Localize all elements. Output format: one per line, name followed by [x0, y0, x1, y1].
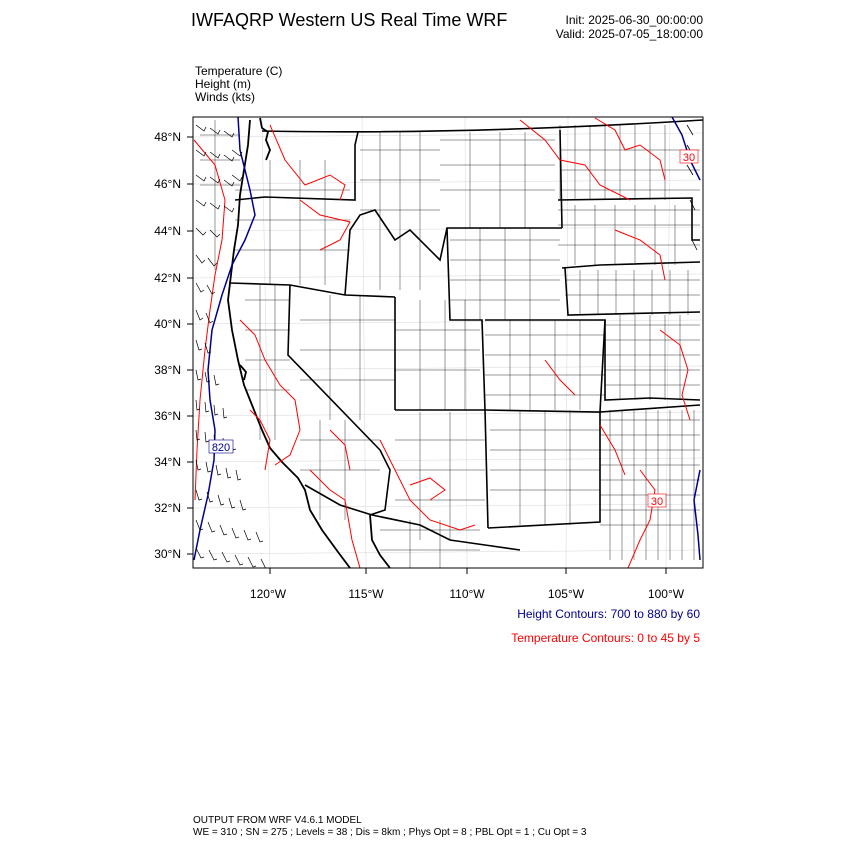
temp-contour-label-south: 30	[650, 496, 664, 508]
init-time: Init: 2025-06-30_00:00:00	[565, 13, 703, 27]
height-contour-legend: Height Contours: 700 to 880 by 60	[517, 607, 700, 621]
variable-temperature: Temperature (C)	[195, 64, 283, 78]
lat-label-44: 44°N	[154, 224, 181, 238]
coastline	[228, 118, 390, 568]
lat-label-30: 30°N	[154, 547, 181, 561]
lon-label-110: 110°W	[449, 587, 485, 601]
lat-label-48: 48°N	[154, 130, 181, 144]
lon-label-105: 105°W	[547, 587, 585, 601]
map-frame	[193, 117, 703, 568]
lat-label-32: 32°N	[154, 501, 181, 515]
graticule	[193, 117, 703, 568]
county-boundaries	[200, 120, 700, 568]
map-title: IWFAQRP Western US Real Time WRF	[191, 10, 508, 30]
model-output-line: OUTPUT FROM WRF V4.6.1 MODEL	[193, 815, 362, 826]
variable-height: Height (m)	[195, 77, 252, 91]
lat-label-42: 42°N	[154, 271, 181, 285]
temperature-contours	[194, 118, 690, 568]
axis-ticks	[187, 137, 666, 574]
temp-contour-label-north: 30	[682, 152, 696, 164]
map-content	[193, 117, 703, 569]
valid-time: Valid: 2025-07-05_18:00:00	[555, 27, 703, 41]
variable-winds: Winds (kts)	[195, 90, 255, 104]
lon-label-100: 100°W	[647, 587, 685, 601]
lat-label-40: 40°N	[154, 317, 181, 331]
lat-label-38: 38°N	[154, 363, 181, 377]
lat-label-46: 46°N	[154, 177, 181, 191]
temperature-contour-legend: Temperature Contours: 0 to 45 by 5	[511, 631, 700, 645]
model-config-line: WE = 310 ; SN = 275 ; Levels = 38 ; Dis = 8km ; Phys Opt = 8 ; PBL Opt = 1 ; Cu Opt = 3	[193, 827, 587, 838]
lon-label-120: 120°W	[249, 587, 287, 601]
lat-label-34: 34°N	[154, 455, 181, 469]
height-contour-label: 820	[211, 442, 231, 454]
lat-label-36: 36°N	[154, 409, 181, 423]
lon-label-115: 115°W	[348, 587, 384, 601]
